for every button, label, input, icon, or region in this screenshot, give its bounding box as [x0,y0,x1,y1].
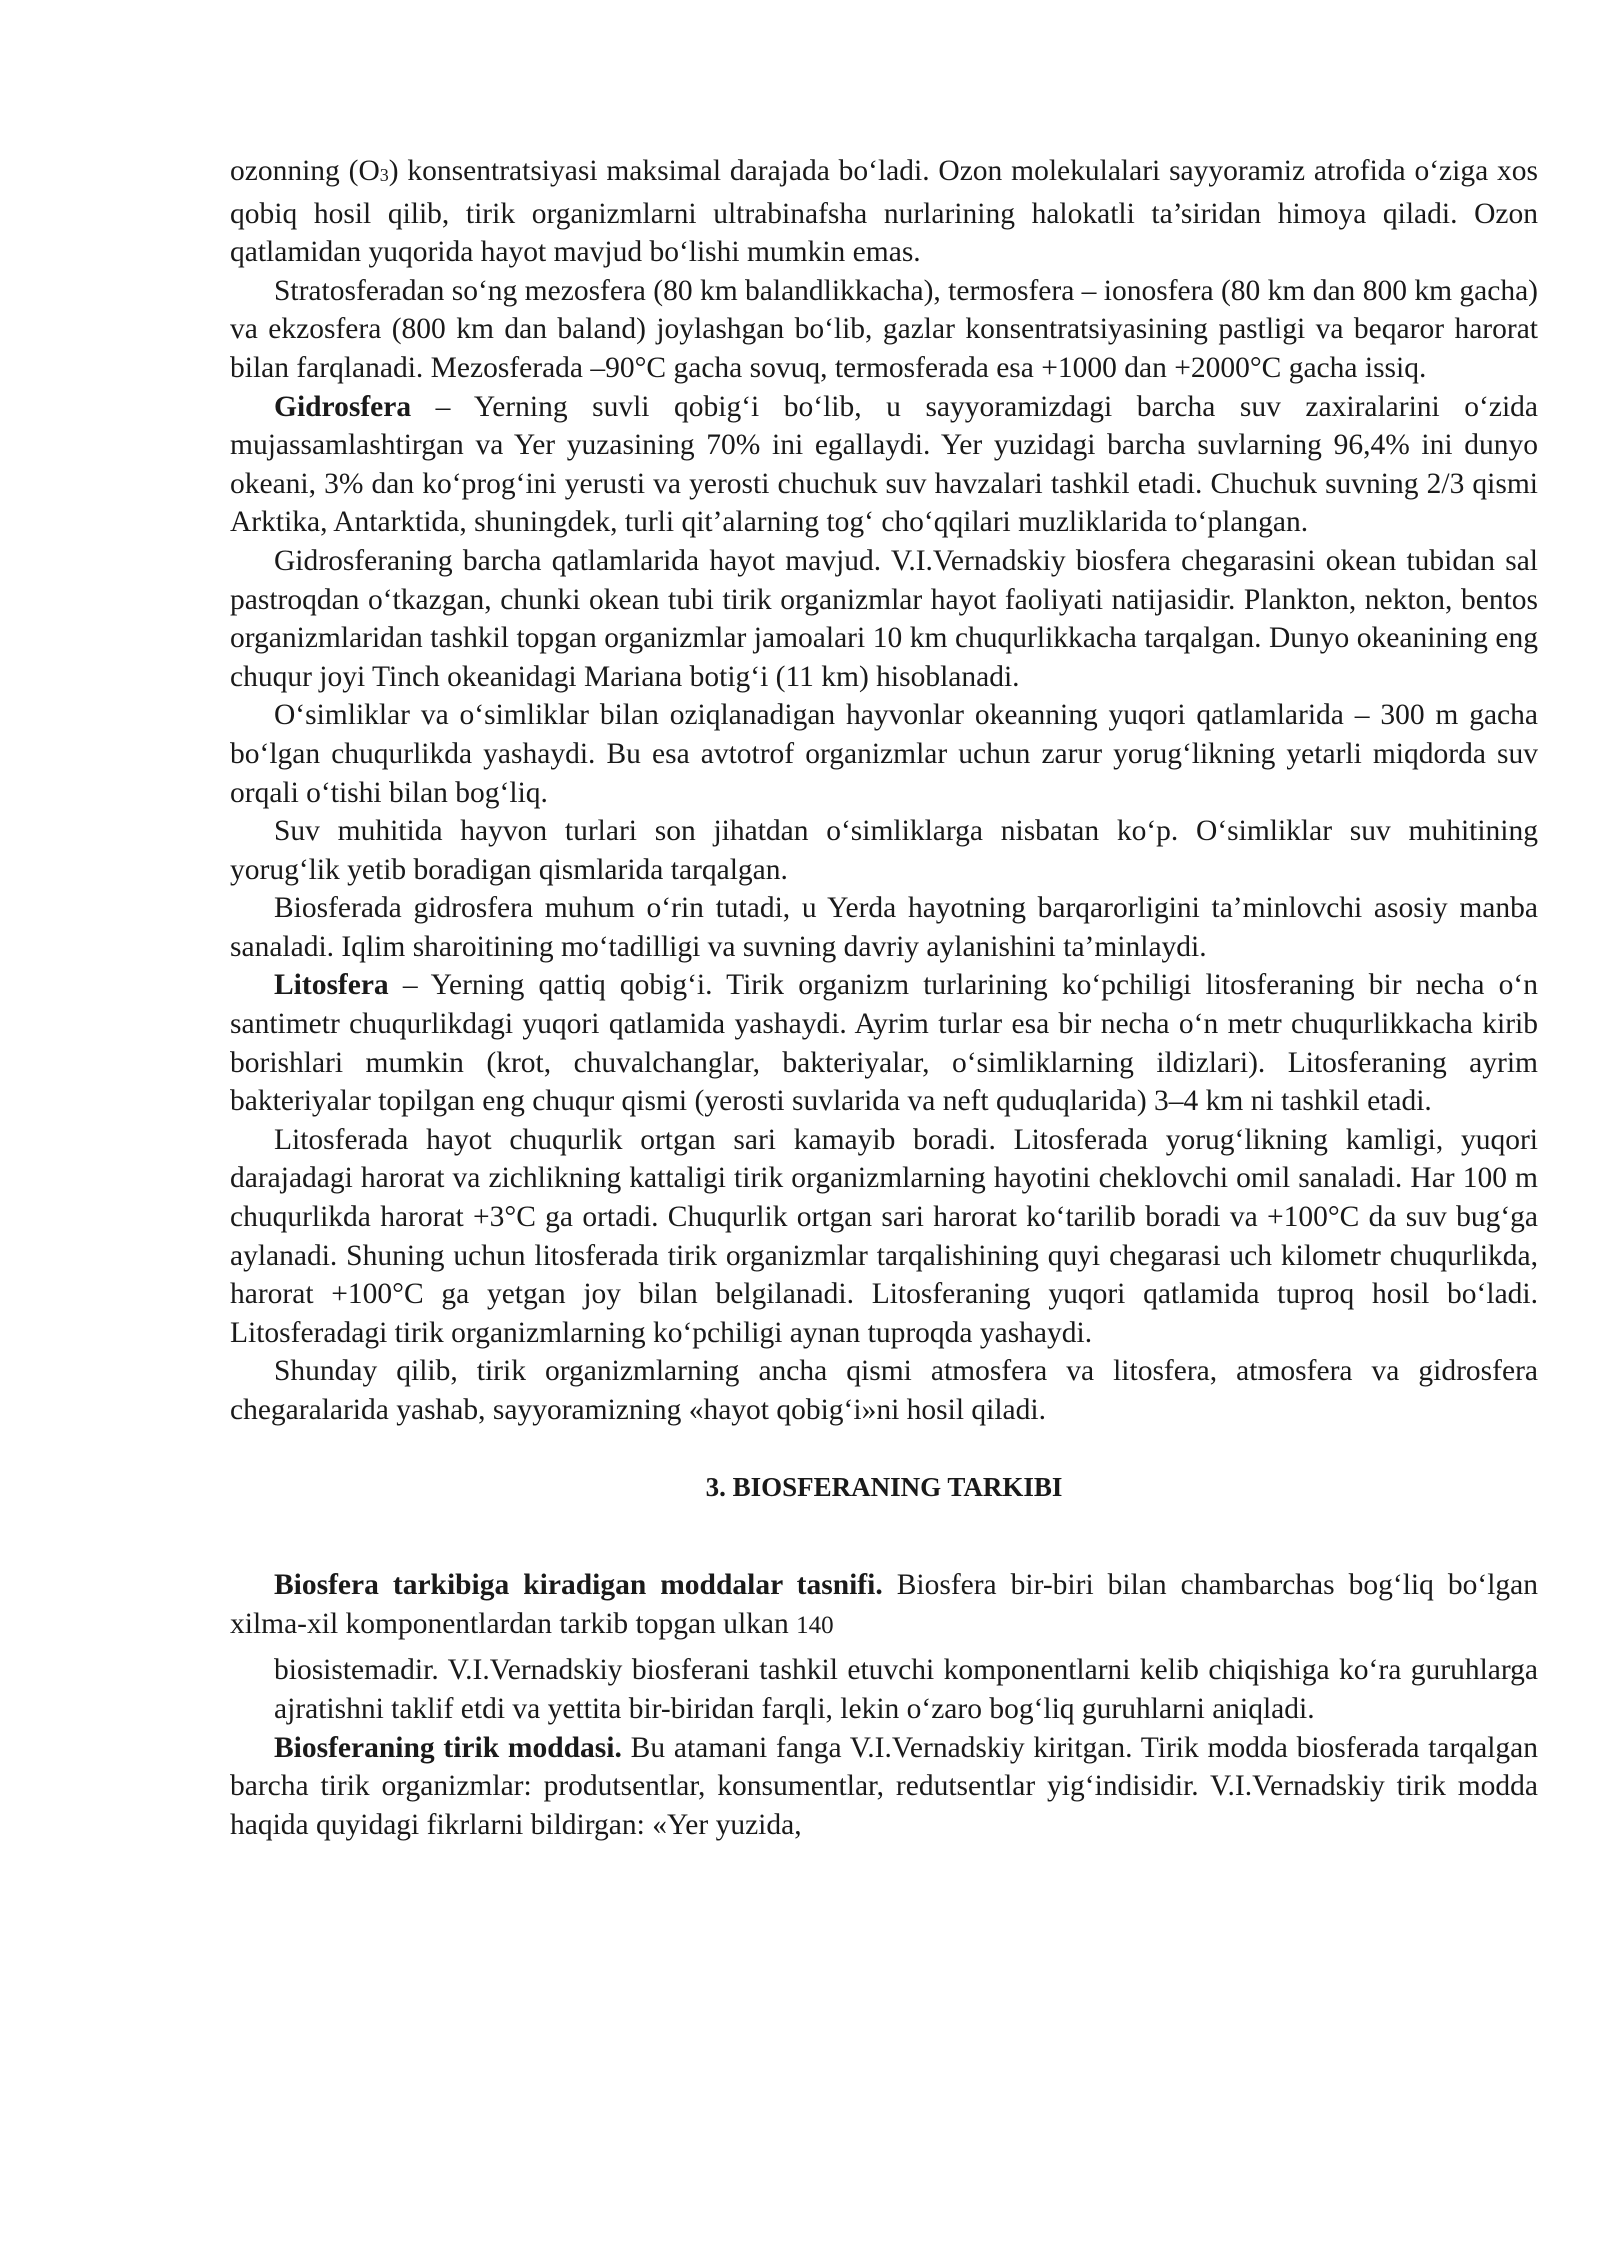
text-span: Biosfera bir-biri bilan chambarchas bog‘liq bo‘lgan xilma-xil komponentlardan tarkib topgan ulkan [230,1569,1538,1640]
text-span: – Yerning suvli qobig‘i bo‘lib, u sayyoramizdagi barcha suv zaxiralarini o‘zida mujassamlashtirgan va Yer yuzasining 70% ini egallaydi. Yer yuzidagi barcha suvlarning 96,4% ini dunyo okeani, 3% dan ko‘prog‘ini yerusti va yerosti chuchuk suv havzalari tashkil etadi. Chuchuk suvning 2/3 qismi Arktika, Antarktida, shuningdek, turli qit’alarning tog‘ cho‘qqilari muzliklarida to‘plangan. [230,390,1538,539]
page-number: 140 [796,1611,834,1639]
paragraph-hydrosphere [230,388,1538,542]
paragraph-lithosphere [230,966,1538,1120]
paragraph-conclusion: Shunday qilib, tirik organizmlarning ancha qismi atmosfera va litosfera, atmosfera va gidrosfera chegaralarida yashab, sayyoramizning «hayot qobig‘i»ni hosil qiladi. [230,1355,1538,1426]
paragraph-hydrosphere-role: Biosferada gidrosfera muhum o‘rin tutadi, u Yerda hayotning barqarorligini ta’minlovchi asosiy manba sanaladi. Iqlim sharoitining mo‘tadilligi va suvning davriy aylanishini ta’minlaydi. [230,892,1538,963]
text-span: Bu atamani fanga V.I.Vernadskiy kiritgan. Tirik modda biosferada tarqalgan barcha tirik organizmlar: produtsentlar, konsumentlar, redutsentlar yig‘indisidir. V.I.Vernadskiy tirik modda haqida quyidagi fikrlarni bildirgan: «Yer yuzida, [230,1731,1538,1841]
paragraph-classification [230,1566,1538,1645]
paragraph-stratosphere: Stratosferadan so‘ng mezosfera (80 km balandlikkacha), termosfera – ionosfera (80 km dan 800 km gacha) va ekzosfera (800 km dan baland) joylashgan bo‘lib, gazlar konsentratsiyasining pastligi va beqaror harorat bilan farqlanadi. Mezosferada –90°C gacha sovuq, termosferada esa +1000 dan +2000°C gacha issiq. [230,274,1538,384]
term-classification: Biosfera tarkibiga kiradigan moddalar tasnifi. [274,1569,883,1602]
section-heading: 3. BIOSFERANING TARKIBI [705,1471,1063,1502]
text-span: ozonning (O [230,155,380,187]
paragraph-hydrosphere-layers: Gidrosferaning barcha qatlamlarida hayot mavjud. V.I.Vernadskiy biosfera chegarasini okean tubidan sal pastroqdan o‘tkazgan, chunki okean tubi tirik organizmlar hayot faoliyati natijasidir. Plankton, nekton, bentos organizmlaridan tashkil topgan organizmlar jamoalari 10 km chuqurlikkacha tarqalgan. Dunyo okeanining eng chuqur joyi Tinch okeanidagi Mariana botig‘i (11 km) hisoblanadi. [230,544,1538,693]
term-living-matter: Biosferaning tirik moddasi. [274,1731,622,1764]
paragraph-lithosphere-depth: Litosferada hayot chuqurlik ortgan sari kamayib boradi. Litosferada yorug‘likning kamligi, yuqori darajadagi harorat va zichlikning kattaligi tirik organizmlarning hayotini cheklovchi omil sanaladi. Har 100 m chuqurlikda harorat +3°C ga ortadi. Chuqurlik ortgan sari harorat ko‘tarilib boradi va +100°C da suv bug‘ga aylanadi. Shuning uchun litosferada tirik organizmlar tarqalishining quyi chegarasi uch kilometr chuqurlikda, harorat +100°C ga yetgan joy bilan belgilanadi. Litosferaning yuqori qatlamida tuproq hosil bo‘ladi. Litosferadagi tirik organizmlarning ko‘pchiligi aynan tuproqda yashaydi. [230,1123,1538,1349]
paragraph-water-animals: Suv muhitida hayvon turlari son jihatdan o‘simliklarga nisbatan ko‘p. O‘simliklar suv muhitining yorug‘lik yetib boradigan qismlarida tarqalgan. [230,815,1538,886]
paragraph-biosystem: biosistemadir. V.I.Vernadskiy biosferani tashkil etuvchi komponentlarni kelib chiqishiga ko‘ra guruhlarga ajratishni taklif etdi va yettita bir-biridan farqli, lekin o‘zaro bog‘liq guruhlarni aniqladi. [274,1654,1538,1725]
term-hydrosphere: Gidrosfera [274,390,412,423]
term-lithosphere: Litosfera [274,969,389,1002]
text-span: ) konsentratsiyasi maksimal darajada bo‘ladi. Ozon molekulalari sayyoramiz atrofida o‘ziga xos qobiq hosil qilib, tirik organizmlarni ultrabinafsha nurlarining halokatli ta’siridan himoya qiladi. Ozon qatlamidan yuqorida hayot mavjud bo‘lishi mumkin emas. [230,155,1538,269]
paragraph-plants-ocean: O‘simliklar va o‘simliklar bilan oziqlanadigan hayvonlar okeanning yuqori qatlamlarida – 300 m gacha bo‘lgan chuqurlikda yashaydi. Bu esa avtotrof organizmlar uchun zarur yorug‘likning yetarli miqdorda suv orqali o‘tishi bilan bog‘liq. [230,699,1538,809]
document-page [230,152,1538,1844]
text-span: – Yerning qattiq qobig‘i. Tirik organizm turlarining ko‘pchiligi litosferaning bir necha o‘n santimetr chuqurlikdagi yuqori qatlamida yashaydi. Ayrim turlar esa bir necha o‘n metr chuqurlikkacha kirib borishlari mumkin (krot, chuvalchanglar, bakteriyalar, o‘simliklarning ildizlari). Litosferaning ayrim bakteriyalar topilgan eng chuqur qismi (yerosti suvlarida va neft quduqlarida) 3–4 km ni tashkil etadi. [230,969,1538,1118]
subscript-3: 3 [379,165,389,185]
paragraph-living-matter [230,1729,1538,1845]
paragraph-ozone [230,152,1538,272]
